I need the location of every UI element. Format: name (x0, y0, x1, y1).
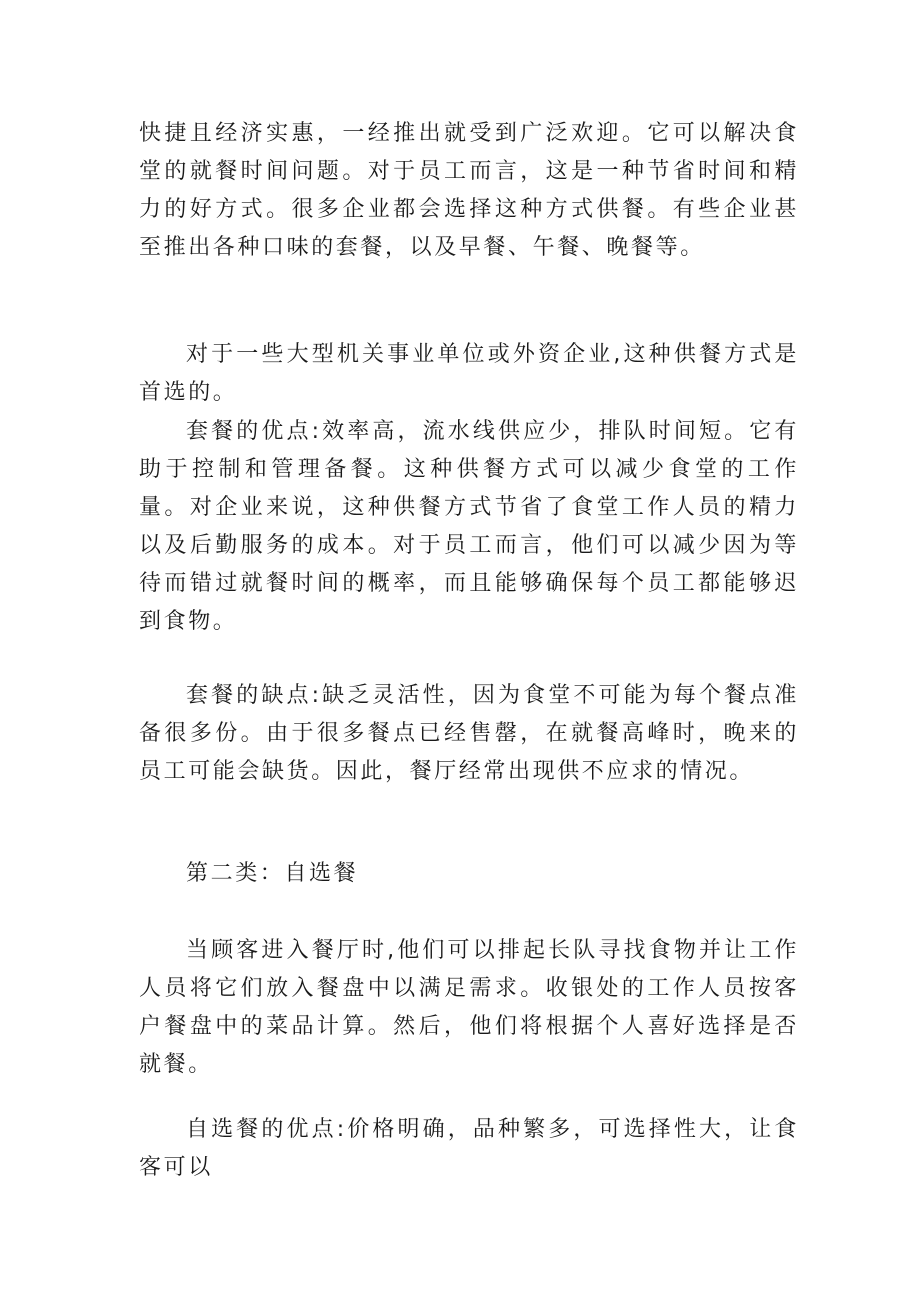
paragraph-continuation: 快捷且经济实惠，一经推出就受到广泛欢迎。它可以解决食堂的就餐时间问题。对于员工而言，这是一种节省时间和精力的好方式。很多企业都会选择这种方式供餐。有些企业甚至推出各种口味的套餐，以及早餐、午餐、晚餐等。 (139, 121, 799, 260)
paragraph-self-service-advantages: 自选餐的优点:价格明确，品种繁多，可选择性大，让食客可以 (139, 1117, 799, 1180)
paragraph-preferred-choice: 对于一些大型机关事业单位或外资企业,这种供餐方式是首选的。 (139, 342, 799, 405)
paragraph-self-service-description: 当顾客进入餐厅时,他们可以排起长队寻找食物并让工作人员将它们放入餐盘中以满足需求。收银处的工作人员按客户餐盘中的菜品计算。然后，他们将根据个人喜好选择是否就餐。 (139, 938, 799, 1077)
paragraph-set-meal-advantages: 套餐的优点:效率高，流水线供应少，排队时间短。它有助于控制和管理备餐。这种供餐方式可以减少食堂的工作量。对企业来说，这种供餐方式节省了食堂工作人员的精力以及后勤服务的成本。对于员工而言，他们可以减少因为等待而错过就餐时间的概率，而且能够确保每个员工都能够迟到食物。 (139, 419, 799, 634)
paragraph-set-meal-disadvantages: 套餐的缺点:缺乏灵活性，因为食堂不可能为每个餐点准备很多份。由于很多餐点已经售罄，在就餐高峰时，晚来的员工可能会缺货。因此，餐厅经常出现供不应求的情况。 (139, 683, 799, 784)
section-heading-self-service: 第二类：自选餐 (186, 861, 359, 886)
